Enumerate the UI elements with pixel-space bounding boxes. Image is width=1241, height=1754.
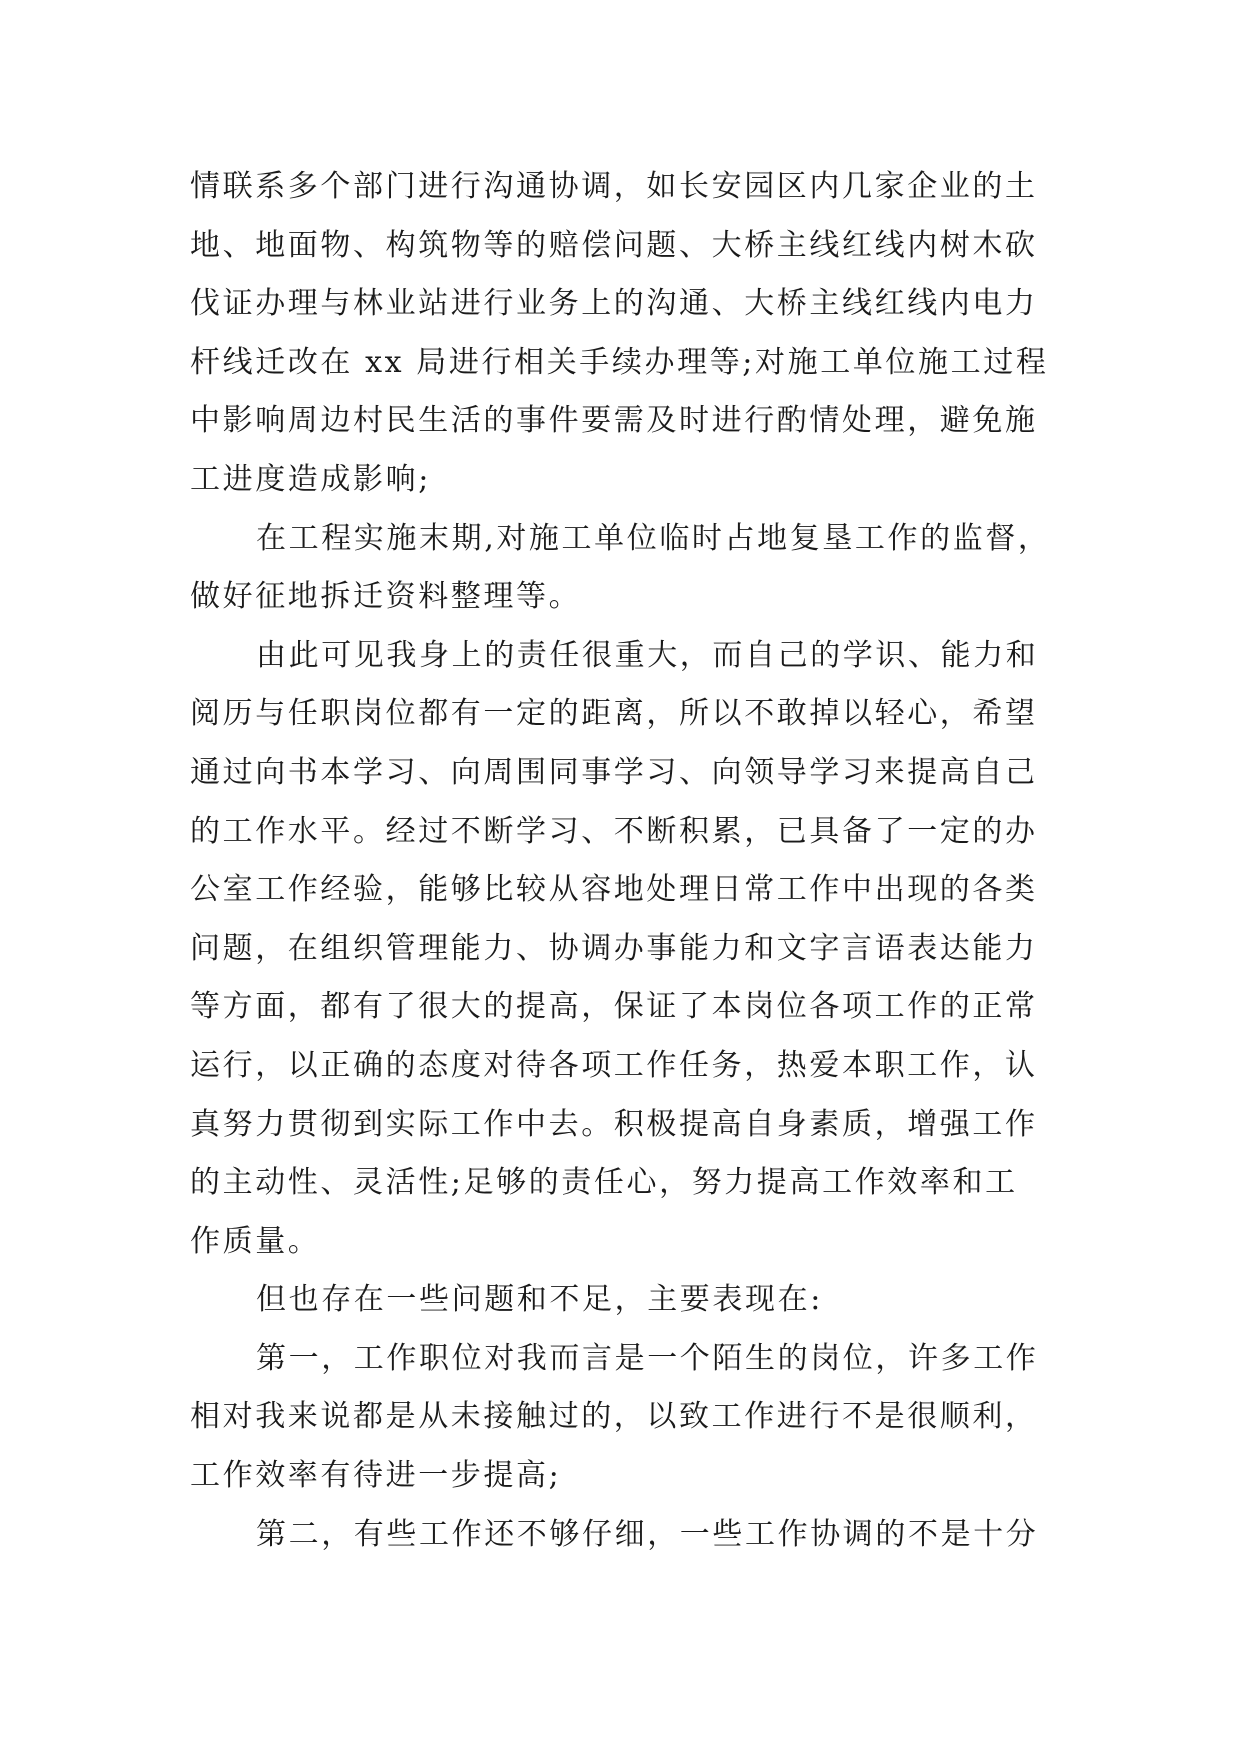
text-line: 地、地面物、构筑物等的赔偿问题、大桥主线红线内树木砍 (190, 227, 1038, 263)
text-line: 作质量。 (190, 1223, 321, 1259)
text-line: 伐证办理与林业站进行业务上的沟通、大桥主线红线内电力 (190, 286, 1038, 322)
text-line: 情联系多个部门进行沟通协调，如长安园区内几家企业的土 (190, 169, 1038, 204)
text-line: 的主动性、灵活性;足够的责任心，努力提高工作效率和工 (190, 1165, 1018, 1201)
text-line: 真努力贯彻到实际工作中去。积极提高自身素质，增强工作 (190, 1106, 1038, 1142)
text-line: 公室工作经验，能够比较从容地处理日常工作中出现的各类 (190, 872, 1038, 908)
paragraph-start-line: 但也存在一些问题和不足，主要表现在: (256, 1282, 823, 1318)
text-line: 工进度造成影响; (190, 461, 431, 497)
paragraph-start-line: 第一，工作职位对我而言是一个陌生的岗位，许多工作 (256, 1340, 1039, 1376)
text-line: 等方面，都有了很大的提高，保证了本岗位各项工作的正常 (190, 989, 1038, 1025)
text-line: 做好征地拆迁资料整理等。 (190, 579, 582, 615)
text-line: 运行，以正确的态度对待各项工作任务，热爱本职工作，认 (190, 1047, 1038, 1083)
text-line: 问题，在组织管理能力、协调办事能力和文字言语表达能力 (190, 930, 1038, 966)
text-line: 通过向书本学习、向周围同事学习、向领导学习来提高自己 (190, 754, 1038, 790)
paragraph-start-line: 第二，有些工作还不够仔细，一些工作协调的不是十分 (256, 1516, 1039, 1552)
text-line: 阅历与任职岗位都有一定的距离，所以不敢掉以轻心，希望 (190, 696, 1038, 732)
text-line: 中影响周边村民生活的事件要需及时进行酌情处理，避免施 (190, 403, 1038, 439)
text-line: 的工作水平。经过不断学习、不断积累，已具备了一定的办 (190, 813, 1038, 849)
text-line: 工作效率有待进一步提高; (190, 1458, 562, 1494)
paragraph-start-line: 在工程实施末期,对施工单位临时占地复垦工作的监督， (256, 520, 1051, 556)
document-body (190, 158, 1070, 1564)
text-line: 相对我来说都是从未接触过的，以致工作进行不是很顺利， (190, 1399, 1038, 1435)
paragraph-start-line: 由此可见我身上的责任很重大，而自己的学识、能力和 (256, 637, 1039, 673)
text-line: 杆线迁改在 xx 局进行相关手续办理等;对施工单位施工过程 (190, 344, 1049, 380)
